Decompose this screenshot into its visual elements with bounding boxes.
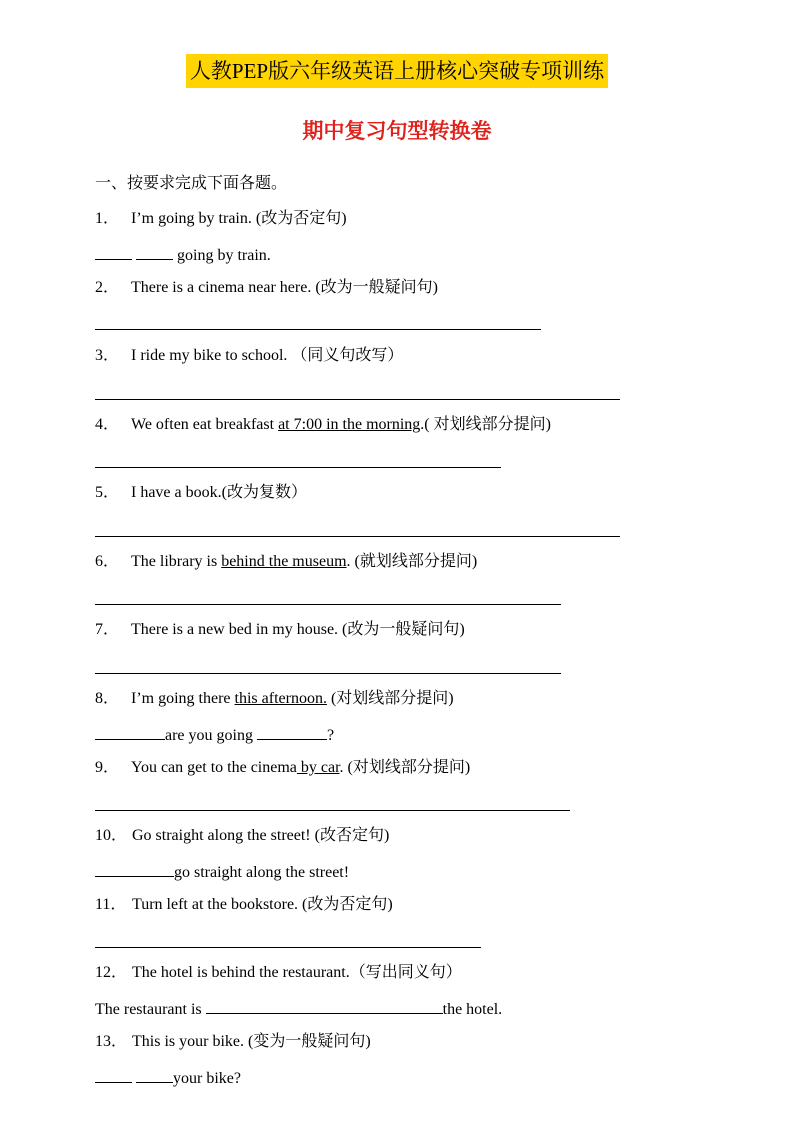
question-3 xyxy=(95,346,403,366)
answer-text: are you going xyxy=(165,727,257,744)
question-8 xyxy=(95,689,454,709)
question-text: The library is xyxy=(131,553,222,570)
worksheet-subtitle: 期中复习句型转换卷 xyxy=(302,119,492,143)
underlined-phrase: this afternoon. xyxy=(234,690,327,707)
question-text: We often eat breakfast xyxy=(131,416,279,433)
answer-text: going by train. xyxy=(173,247,271,264)
answer-text: go straight along the street! xyxy=(174,864,350,881)
answer-text: your bike? xyxy=(173,1070,241,1087)
question-text: There is a cinema near here. (改为一般疑问句) xyxy=(131,279,438,296)
answer-blank[interactable] xyxy=(136,1067,173,1083)
question-text: I’m going there xyxy=(131,690,235,707)
underlined-phrase: behind the museum xyxy=(221,553,347,570)
question-text: The hotel is behind the restaurant.（写出同义句） xyxy=(132,964,462,981)
question-instruction: . (对划线部分提问) xyxy=(339,759,471,776)
answer-blank[interactable] xyxy=(95,724,165,740)
question-instruction: .( 对划线部分提问) xyxy=(420,416,551,433)
question-number: 5． xyxy=(95,484,120,501)
question-text: I ride my bike to school. （同义句改写） xyxy=(131,347,404,364)
answer-blank[interactable] xyxy=(95,861,174,877)
answer-line-8 xyxy=(95,724,334,746)
question-instruction: . (就划线部分提问) xyxy=(346,553,478,570)
answer-blank[interactable] xyxy=(136,244,173,260)
answer-blank[interactable] xyxy=(257,724,327,740)
answer-line-13 xyxy=(95,1067,241,1089)
answer-line-6[interactable] xyxy=(95,604,561,605)
question-number: 3． xyxy=(95,347,120,364)
question-number: 6． xyxy=(95,553,120,570)
question-6 xyxy=(95,552,477,572)
answer-line-4[interactable] xyxy=(95,467,501,468)
question-number: 1． xyxy=(95,210,120,227)
question-10 xyxy=(95,826,389,846)
underlined-phrase: at 7:00 in the morning xyxy=(278,416,421,433)
answer-blank[interactable] xyxy=(95,244,132,260)
answer-line-7[interactable] xyxy=(95,673,561,674)
answer-line-11[interactable] xyxy=(95,947,481,948)
question-instruction: (对划线部分提问) xyxy=(326,690,454,707)
question-12 xyxy=(95,963,462,983)
question-7 xyxy=(95,620,465,640)
question-5 xyxy=(95,483,307,503)
question-text: Turn left at the bookstore. (改为否定句) xyxy=(132,896,393,913)
answer-text: The restaurant is xyxy=(95,1001,206,1018)
question-number: 12． xyxy=(95,964,128,981)
question-text: You can get to the cinema xyxy=(131,759,297,776)
answer-line-5[interactable] xyxy=(95,536,620,537)
question-9 xyxy=(95,758,470,778)
question-number: 7． xyxy=(95,621,120,638)
answer-line-3[interactable] xyxy=(95,399,620,400)
question-number: 8． xyxy=(95,690,120,707)
question-number: 10． xyxy=(95,827,128,844)
question-number: 11． xyxy=(95,896,127,913)
answer-line-9[interactable] xyxy=(95,810,570,811)
underlined-phrase: by car xyxy=(296,759,340,776)
answer-line-12 xyxy=(95,998,502,1020)
question-2 xyxy=(95,278,438,298)
question-1 xyxy=(95,209,347,229)
question-number: 2． xyxy=(95,279,120,296)
question-4 xyxy=(95,415,551,435)
question-text: I have a book.(改为复数） xyxy=(131,484,307,501)
answer-text: ? xyxy=(326,727,335,744)
answer-line-1 xyxy=(95,244,271,266)
answer-text: the hotel. xyxy=(442,1001,503,1018)
answer-line-10 xyxy=(95,861,349,883)
question-number: 13． xyxy=(95,1033,128,1050)
question-text: I’m going by train. (改为否定句) xyxy=(131,210,347,227)
question-number: 9． xyxy=(95,759,120,776)
question-text: This is your bike. (变为一般疑问句) xyxy=(132,1033,371,1050)
section-heading: 一、按要求完成下面各题。 xyxy=(95,175,288,192)
answer-blank[interactable] xyxy=(95,1067,132,1083)
worksheet-header: 人教PEP版六年级英语上册核心突破专项训练 xyxy=(186,54,608,88)
answer-blank[interactable] xyxy=(206,998,443,1014)
question-text: Go straight along the street! (改否定句) xyxy=(132,827,390,844)
question-text: There is a new bed in my house. (改为一般疑问句) xyxy=(131,621,465,638)
question-11 xyxy=(95,895,393,915)
answer-line-2[interactable] xyxy=(95,329,541,330)
question-number: 4． xyxy=(95,416,120,433)
question-13 xyxy=(95,1032,371,1052)
